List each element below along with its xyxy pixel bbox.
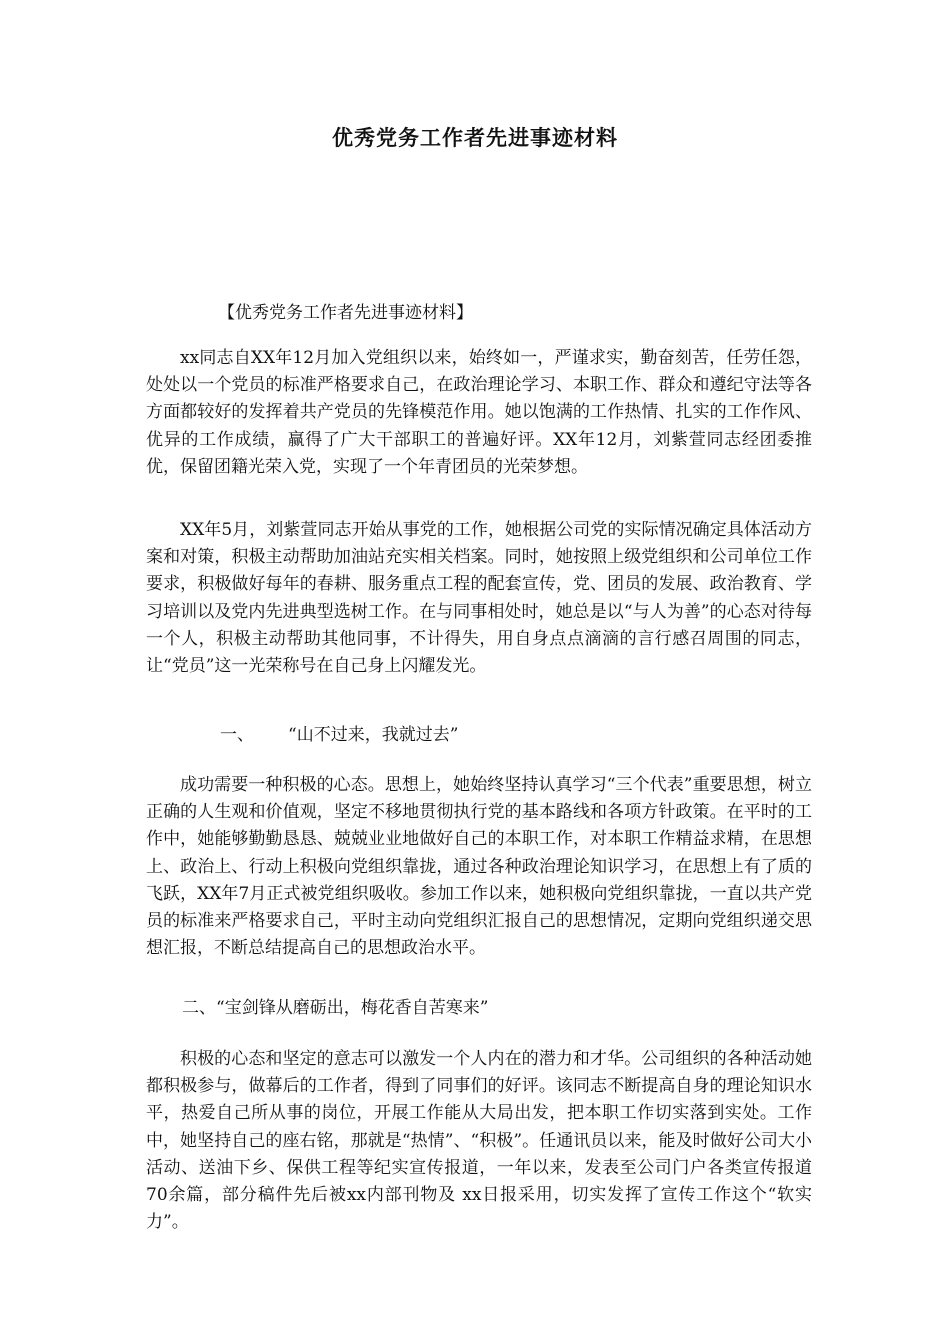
document-title: 优秀党务工作者先进事迹材料: [332, 125, 618, 150]
section-1-heading: [220, 722, 458, 749]
document-subtitle: 【优秀党务工作者先进事迹材料】: [218, 303, 473, 323]
section-2-title: “宝剑锋从磨砺出，梅花香自苦寒来”: [216, 998, 489, 1018]
section-2-heading: [182, 995, 488, 1022]
paragraph-intro: xx同志自XX年12月加入党组织以来，始终如一，严谨求实，勤奋刻苦，任劳任怨，处处以一个党员的标准严格要求自己，在政治理论学习、本职工作、群众和遵纪守法等各方面都较好的发挥着共产党员的先锋模范作用。她以饱满的工作热情、扎实的工作作风、优异的工作成绩，赢得了广大干部职工的普遍好评。XX年12月，刘紫萱同志经团委推优，保留团籍光荣入党，实现了一个年青团员的光荣梦想。: [146, 348, 812, 477]
section-1-number: 一、: [220, 725, 254, 745]
section-2-body: 积极的心态和坚定的意志可以激发一个人内在的潜力和才华。公司组织的各种活动她都积极参与，做幕后的工作者，得到了同事们的好评。该同志不断提高自身的理论知识水平，热爱自己所从事的岗位，开展工作能从大局出发，把本职工作切实落到实处。工作中，她坚持自己的座右铭，那就是“热情”、“积极”。任通讯员以来，能及时做好公司大小活动、送油下乡、保供工程等纪实宣传报道，一年以来，发表至公司门户各类宣传报道70余篇，部分稿件先后被xx内部刊物及 xx日报采用，切实发挥了宣传工作这个“软实力”。: [146, 1049, 812, 1233]
section-2-number: 二、: [182, 998, 216, 1018]
section-1-body: 成功需要一种积极的心态。思想上，她始终坚持认真学习“三个代表”重要思想，树立正确的人生观和价值观，坚定不移地贯彻执行党的基本路线和各项方针政策。在平时的工作中，她能够勤勤恳恳、兢兢业业地做好自己的本职工作，对本职工作精益求精，在思想上、政治上、行动上积极向党组织靠拢，通过各种政治理论知识学习，在思想上有了质的飞跃，XX年7月正式被党组织吸收。参加工作以来，她积极向党组织靠拢，一直以共产党员的标准来严格要求自己，平时主动向党组织汇报自己的思想情况，定期向党组织递交思想汇报，不断总结提高自己的思想政治水平。: [146, 775, 812, 959]
paragraph-party-work: XX年5月，刘紫萱同志开始从事党的工作，她根据公司党的实际情况确定具体活动方案和对策，积极主动帮助加油站充实相关档案。同时，她按照上级党组织和公司单位工作要求，积极做好每年的春耕、服务重点工程的配套宣传，党、团员的发展、政治教育、学习培训以及党内先进典型选树工作。在与同事相处时，她总是以“与人为善”的心态对待每一个人，积极主动帮助其他同事，不计得失，用自身点点滴滴的言行感召周围的同志，让“党员”这一光荣称号在自己身上闪耀发光。: [146, 520, 812, 677]
section-1-title: “山不过来，我就过去”: [288, 725, 459, 745]
